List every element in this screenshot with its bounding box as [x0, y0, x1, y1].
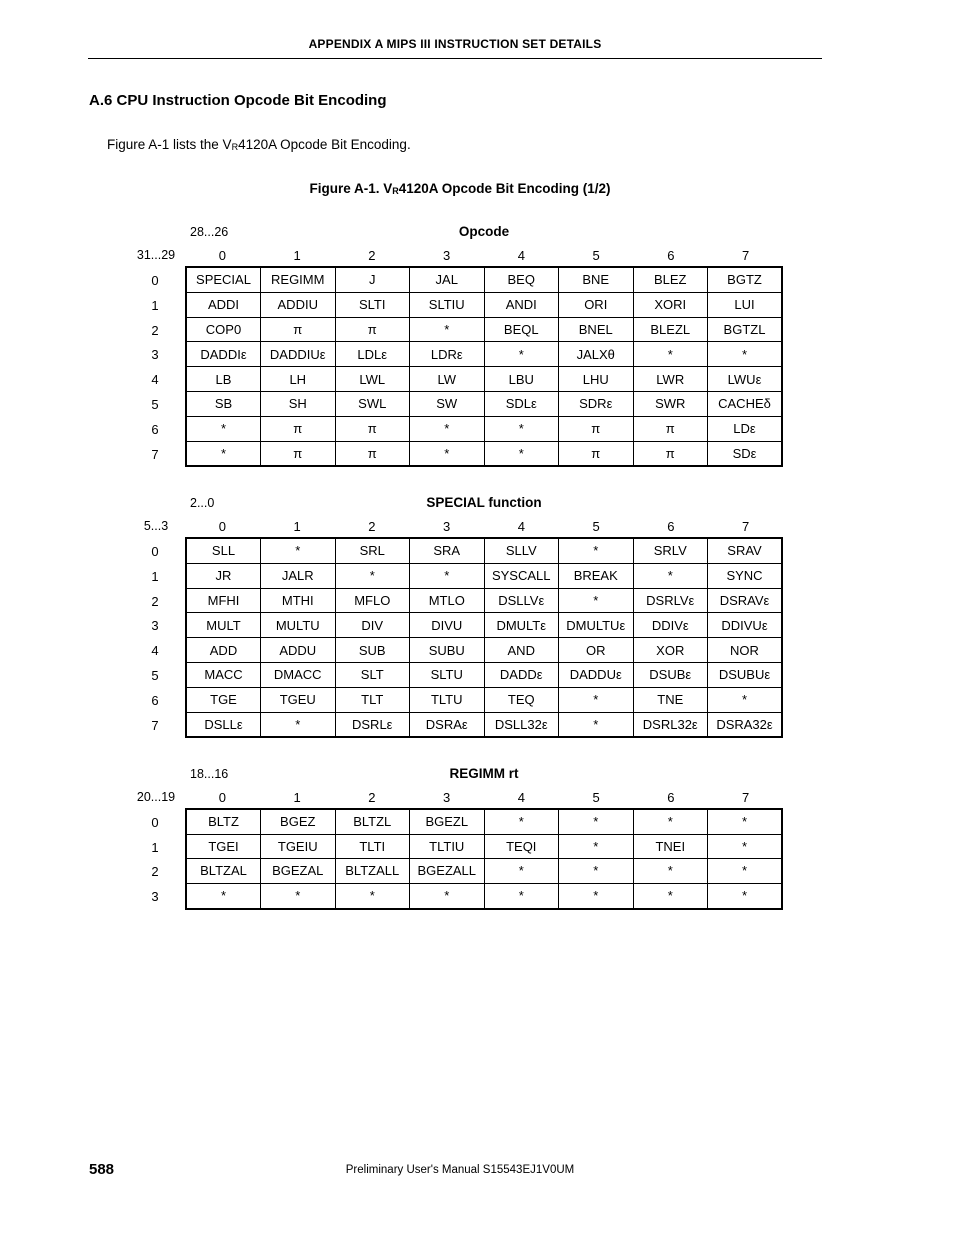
table-cell: MTLO [410, 588, 485, 613]
column-header: 5 [592, 519, 600, 534]
table-cell: BGEZ [261, 809, 336, 834]
opcode-row-range: 31...29 [136, 248, 176, 262]
table-cell: BGTZ [708, 267, 783, 292]
table-cell: DIVU [410, 613, 485, 638]
table-cell: * [559, 588, 634, 613]
table-cell: * [410, 416, 485, 441]
table-cell: * [708, 834, 783, 859]
opcode-column-headers [185, 248, 783, 263]
table-cell: JALXθ [559, 342, 634, 367]
row-header: 1 [151, 297, 159, 313]
table-cell: BGEZL [410, 809, 485, 834]
table-cell: BEQL [484, 317, 559, 342]
table-cell: DDIVUε [708, 613, 783, 638]
table-cell: MFHI [186, 588, 261, 613]
column-header: 1 [293, 248, 301, 263]
column-header: 4 [517, 248, 525, 263]
table-cell: SUB [335, 638, 410, 663]
regimm-row-range: 20...19 [136, 790, 176, 804]
column-header: 0 [218, 248, 226, 263]
table-row [186, 883, 782, 909]
table-cell: * [559, 538, 634, 563]
table-cell: * [261, 712, 336, 737]
table-cell: * [484, 859, 559, 884]
table-cell: SYSCALL [484, 563, 559, 588]
regimm-table [185, 808, 783, 910]
table-cell: DIV [335, 613, 410, 638]
row-header: 2 [151, 322, 159, 338]
table-cell: SB [186, 391, 261, 416]
column-header: 7 [742, 519, 750, 534]
section-title: A.6 CPU Instruction Opcode Bit Encoding [89, 92, 387, 109]
table-cell: SLT [335, 662, 410, 687]
table-cell: BLTZ [186, 809, 261, 834]
table-cell: TLTU [410, 687, 485, 712]
column-header: 7 [742, 248, 750, 263]
table-cell: LB [186, 367, 261, 392]
opcode-table-title: Opcode [458, 224, 510, 239]
table-cell: TLTIU [410, 834, 485, 859]
table-cell: π [633, 441, 708, 466]
table-cell: BNEL [559, 317, 634, 342]
column-header: 6 [667, 790, 675, 805]
row-header: 0 [151, 815, 159, 830]
intro-text-pre: Figure A-1 lists the V [107, 137, 232, 152]
table-cell: * [633, 809, 708, 834]
figure-title-sub: R [392, 186, 399, 196]
figure-title-pre: Figure A-1. V [309, 181, 393, 196]
table-cell: DSRLε [335, 712, 410, 737]
table-cell: * [410, 563, 485, 588]
table-cell: MULTU [261, 613, 336, 638]
table-cell: JR [186, 563, 261, 588]
table-cell: SRA [410, 538, 485, 563]
table-row [186, 613, 782, 638]
table-cell: * [559, 834, 634, 859]
regimm-col-range: 18...16 [190, 767, 229, 781]
special-function-column-headers [185, 519, 783, 534]
column-header: 1 [293, 790, 301, 805]
table-cell: ADDI [186, 292, 261, 317]
table-cell: SLLV [484, 538, 559, 563]
table-cell: DADDIUε [261, 342, 336, 367]
table-cell: ADDIU [261, 292, 336, 317]
table-cell: DMULTε [484, 613, 559, 638]
table-cell: SDRε [559, 391, 634, 416]
column-header: 7 [742, 790, 750, 805]
opcode-table [185, 266, 783, 467]
intro-text-post: 4120A Opcode Bit Encoding. [238, 137, 411, 152]
table-cell: π [559, 441, 634, 466]
table-cell: * [186, 441, 261, 466]
table-cell: * [559, 687, 634, 712]
row-header: 1 [151, 568, 159, 584]
table-row [186, 441, 782, 466]
table-cell: LDε [708, 416, 783, 441]
special-function-table-title: SPECIAL function [426, 495, 542, 510]
table-row [186, 687, 782, 712]
table-row [186, 834, 782, 859]
row-header: 2 [151, 593, 159, 609]
table-cell: * [559, 883, 634, 909]
row-header: 1 [151, 839, 159, 855]
running-header: APPENDIX A MIPS III INSTRUCTION SET DETAILS [308, 37, 602, 51]
table-cell: BGEZAL [261, 859, 336, 884]
table-cell: DSLLε [186, 712, 261, 737]
table-cell: SH [261, 391, 336, 416]
row-header: 4 [151, 643, 159, 659]
row-header: 2 [151, 864, 159, 879]
table-cell: ADDU [261, 638, 336, 663]
table-row [186, 292, 782, 317]
table-cell: MTHI [261, 588, 336, 613]
table-row [186, 588, 782, 613]
table-cell: JAL [410, 267, 485, 292]
column-header: 1 [293, 519, 301, 534]
table-cell: LWUε [708, 367, 783, 392]
table-cell: * [633, 883, 708, 909]
table-row [186, 391, 782, 416]
table-row [186, 638, 782, 663]
table-cell: ANDI [484, 292, 559, 317]
table-cell: DSLLVε [484, 588, 559, 613]
page-number: 588 [89, 1161, 115, 1178]
table-cell: TGE [186, 687, 261, 712]
table-cell: SPECIAL [186, 267, 261, 292]
table-cell: LDRε [410, 342, 485, 367]
table-cell: XORI [633, 292, 708, 317]
header-rule [88, 58, 822, 59]
table-cell: TEQ [484, 687, 559, 712]
table-cell: * [708, 687, 783, 712]
table-cell: BEQ [484, 267, 559, 292]
table-cell: DDIVε [633, 613, 708, 638]
table-cell: * [484, 416, 559, 441]
column-header: 5 [592, 248, 600, 263]
column-header: 2 [368, 790, 376, 805]
table-cell: BGTZL [708, 317, 783, 342]
table-cell: SWL [335, 391, 410, 416]
table-cell: OR [559, 638, 634, 663]
row-header: 0 [151, 544, 159, 559]
table-cell: * [410, 441, 485, 466]
column-header: 4 [517, 519, 525, 534]
table-row [186, 662, 782, 687]
table-cell: TGEI [186, 834, 261, 859]
table-cell: π [559, 416, 634, 441]
table-cell: SRLV [633, 538, 708, 563]
table-cell: * [335, 883, 410, 909]
table-cell: * [708, 809, 783, 834]
table-row [186, 859, 782, 884]
column-header: 4 [517, 790, 525, 805]
table-cell: TNE [633, 687, 708, 712]
table-cell: * [261, 883, 336, 909]
table-cell: BLEZ [633, 267, 708, 292]
opcode-col-range: 28...26 [190, 225, 229, 239]
column-header: 2 [368, 248, 376, 263]
table-cell: SDε [708, 441, 783, 466]
table-cell: π [633, 416, 708, 441]
table-row [186, 712, 782, 737]
row-header: 6 [151, 692, 159, 708]
table-cell: LDLε [335, 342, 410, 367]
table-row [186, 267, 782, 292]
row-header: 3 [151, 888, 159, 904]
table-row [186, 317, 782, 342]
table-cell: LH [261, 367, 336, 392]
row-header: 3 [151, 618, 159, 634]
column-header: 6 [667, 248, 675, 263]
table-cell: π [335, 416, 410, 441]
column-header: 3 [443, 248, 451, 263]
table-cell: π [261, 317, 336, 342]
figure-title-post: 4120A Opcode Bit Encoding (1/2) [398, 181, 611, 196]
table-cell: LBU [484, 367, 559, 392]
table-cell: * [261, 538, 336, 563]
table-cell: TGEU [261, 687, 336, 712]
regimm-table-title: REGIMM rt [449, 766, 519, 781]
table-cell: DSUBUε [708, 662, 783, 687]
table-cell: * [186, 416, 261, 441]
table-cell: SYNC [708, 563, 783, 588]
table-row [186, 416, 782, 441]
table-cell: * [410, 883, 485, 909]
table-row [186, 563, 782, 588]
table-cell: LW [410, 367, 485, 392]
table-cell: π [261, 416, 336, 441]
table-cell: BNE [559, 267, 634, 292]
row-header: 4 [151, 372, 159, 388]
table-cell: TNEI [633, 834, 708, 859]
table-cell: * [335, 563, 410, 588]
table-cell: * [633, 563, 708, 588]
table-cell: J [335, 267, 410, 292]
table-cell: ORI [559, 292, 634, 317]
table-cell: SWR [633, 391, 708, 416]
table-cell: SLTIU [410, 292, 485, 317]
table-cell: LWL [335, 367, 410, 392]
table-cell: SLTU [410, 662, 485, 687]
figure-title [160, 181, 760, 196]
column-header: 5 [592, 790, 600, 805]
table-cell: DSUBε [633, 662, 708, 687]
special-function-col-range: 2...0 [190, 496, 215, 510]
column-header: 0 [218, 790, 226, 805]
table-cell: * [708, 342, 783, 367]
table-cell: * [708, 859, 783, 884]
table-cell: SDLε [484, 391, 559, 416]
table-cell: TGEIU [261, 834, 336, 859]
table-cell: MFLO [335, 588, 410, 613]
table-cell: * [186, 883, 261, 909]
regimm-column-headers [185, 790, 783, 805]
table-cell: π [335, 441, 410, 466]
table-cell: SW [410, 391, 485, 416]
table-cell: DSRAVε [708, 588, 783, 613]
table-cell: BREAK [559, 563, 634, 588]
row-header: 5 [151, 397, 159, 412]
footer-text: Preliminary User's Manual S15543EJ1V0UM [345, 1164, 575, 1176]
row-header: 6 [151, 421, 159, 437]
table-cell: * [484, 441, 559, 466]
table-cell: DADDIε [186, 342, 261, 367]
table-cell: DADDε [484, 662, 559, 687]
table-cell: DSRLVε [633, 588, 708, 613]
intro-paragraph [107, 137, 411, 152]
table-cell: LUI [708, 292, 783, 317]
row-header: 0 [151, 273, 159, 288]
table-cell: COP0 [186, 317, 261, 342]
table-row [186, 342, 782, 367]
intro-text-sub: R [231, 142, 239, 152]
table-cell: BLEZL [633, 317, 708, 342]
table-cell: BGEZALL [410, 859, 485, 884]
table-cell: * [484, 883, 559, 909]
table-cell: SRAV [708, 538, 783, 563]
special-function-table [185, 537, 783, 738]
row-header: 3 [151, 347, 159, 363]
table-cell: BLTZAL [186, 859, 261, 884]
table-cell: * [559, 712, 634, 737]
table-cell: TLTI [335, 834, 410, 859]
table-cell: BLTZALL [335, 859, 410, 884]
table-cell: DSLL32ε [484, 712, 559, 737]
table-cell: DMULTUε [559, 613, 634, 638]
table-row [186, 367, 782, 392]
table-cell: * [559, 809, 634, 834]
row-header: 7 [151, 717, 159, 733]
table-cell: SRL [335, 538, 410, 563]
table-cell: XOR [633, 638, 708, 663]
table-cell: LHU [559, 367, 634, 392]
column-header: 2 [368, 519, 376, 534]
table-cell: TLT [335, 687, 410, 712]
table-cell: DSRL32ε [633, 712, 708, 737]
column-header: 6 [667, 519, 675, 534]
table-cell: REGIMM [261, 267, 336, 292]
table-cell: DSRAε [410, 712, 485, 737]
table-cell: AND [484, 638, 559, 663]
table-cell: BLTZL [335, 809, 410, 834]
column-header: 3 [443, 519, 451, 534]
table-cell: SUBU [410, 638, 485, 663]
table-cell: DMACC [261, 662, 336, 687]
table-cell: CACHEδ [708, 391, 783, 416]
table-row [186, 538, 782, 563]
table-cell: * [484, 342, 559, 367]
column-header: 0 [218, 519, 226, 534]
special-function-row-range: 5...3 [143, 519, 169, 533]
table-cell: * [410, 317, 485, 342]
table-cell: * [559, 859, 634, 884]
table-cell: π [335, 317, 410, 342]
table-cell: π [261, 441, 336, 466]
table-row [186, 809, 782, 834]
table-cell: SLL [186, 538, 261, 563]
table-cell: * [484, 809, 559, 834]
table-cell: DSRA32ε [708, 712, 783, 737]
table-cell: JALR [261, 563, 336, 588]
row-header: 5 [151, 668, 159, 683]
row-header: 7 [151, 446, 159, 462]
table-cell: * [708, 883, 783, 909]
table-cell: TEQI [484, 834, 559, 859]
table-cell: SLTI [335, 292, 410, 317]
table-cell: * [633, 342, 708, 367]
table-cell: MULT [186, 613, 261, 638]
table-cell: NOR [708, 638, 783, 663]
table-cell: * [633, 859, 708, 884]
table-cell: LWR [633, 367, 708, 392]
column-header: 3 [443, 790, 451, 805]
table-cell: MACC [186, 662, 261, 687]
table-cell: DADDUε [559, 662, 634, 687]
table-cell: ADD [186, 638, 261, 663]
